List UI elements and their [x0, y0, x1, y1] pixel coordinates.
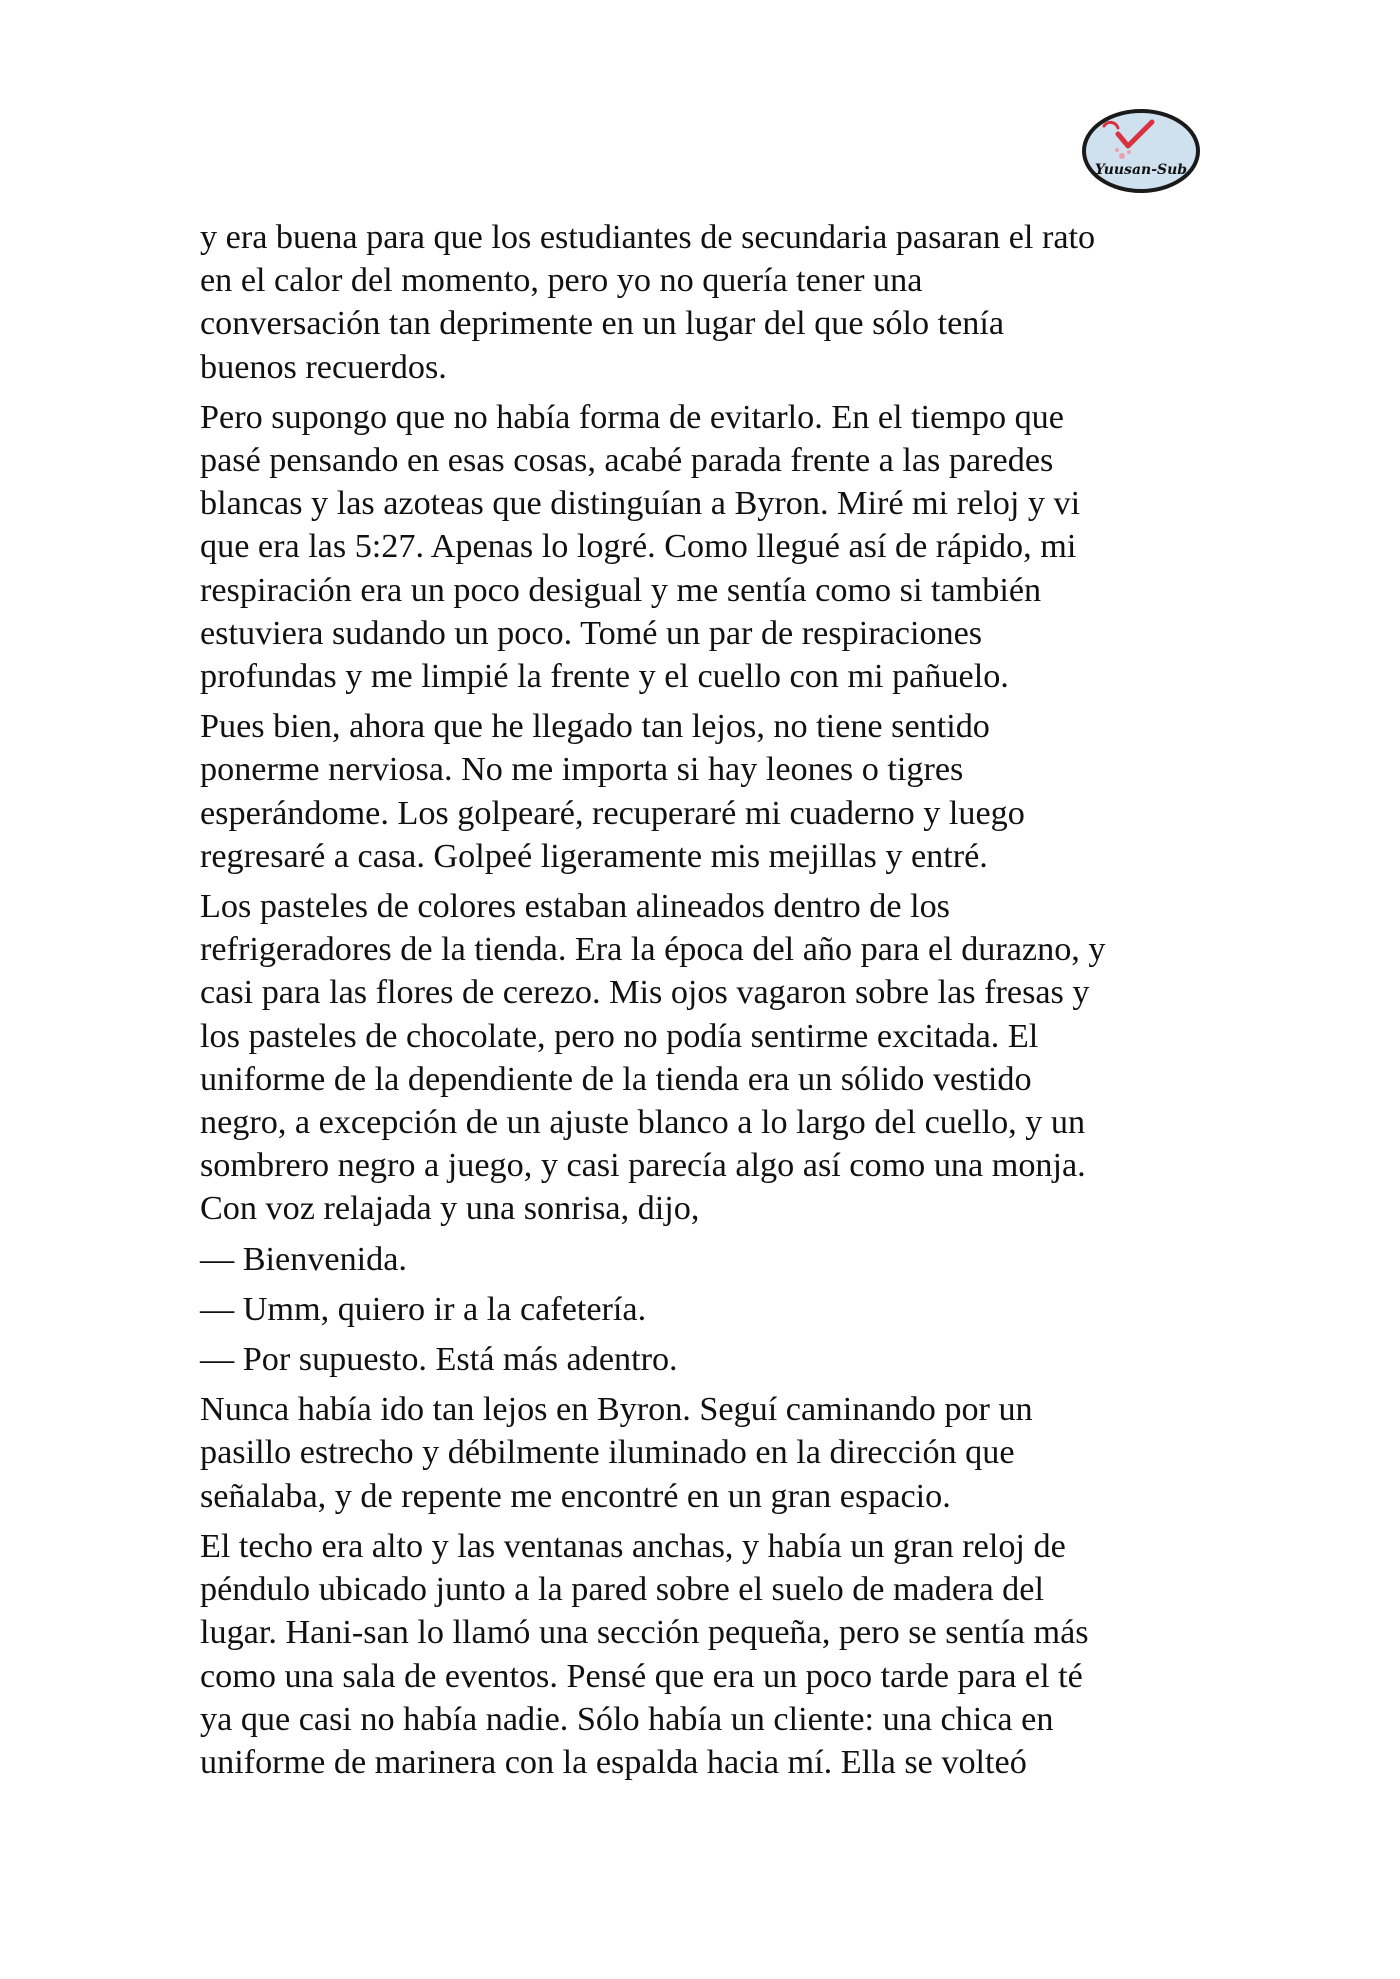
heart-check-logo-icon — [1078, 104, 1204, 196]
paragraph — [200, 1238, 1210, 1281]
paragraph — [200, 396, 1210, 698]
text-line: — Bienvenida. — [200, 1240, 407, 1278]
text-line: conversación tan deprimente en un lugar del que sólo tenía — [200, 305, 1005, 343]
text-line: blancas y las azoteas que distinguían a Byron. Miré mi reloj y vi — [200, 485, 1081, 523]
text-line: Pero supongo que no había forma de evitarlo. En el tiempo que — [200, 398, 1064, 436]
text-line: Nunca había ido tan lejos en Byron. Seguí caminando por un — [200, 1391, 1033, 1429]
text-line: uniforme de la dependiente de la tienda era un sólido vestido — [200, 1060, 1032, 1098]
paragraph — [200, 705, 1210, 878]
text-line: Pues bien, ahora que he llegado tan lejos, no tiene sentido — [200, 708, 990, 746]
text-line: respiración era un poco desigual y me sentía como si también — [200, 571, 1042, 609]
text-line: péndulo ubicado junto a la pared sobre el suelo de madera del — [200, 1571, 1044, 1609]
text-line: como una sala de eventos. Pensé que era un poco tarde para el té — [200, 1657, 1083, 1695]
text-line: regresaré a casa. Golpeé ligeramente mis mejillas y entré. — [200, 837, 988, 875]
text-line: sombrero negro a juego, y casi parecía algo así como una monja. — [200, 1147, 1086, 1185]
text-line: ponerme nerviosa. No me importa si hay leones o tigres — [200, 751, 964, 789]
text-line: lugar. Hani-san lo llamó una sección pequeña, pero se sentía más — [200, 1614, 1089, 1652]
text-line: — Por supuesto. Está más adentro. — [200, 1341, 678, 1379]
paragraph — [200, 1388, 1210, 1518]
text-line: los pasteles de chocolate, pero no podía sentirme excitada. El — [200, 1017, 1039, 1055]
text-line: ya que casi no había nadie. Sólo había un cliente: una chica en — [200, 1700, 1054, 1738]
body-text — [200, 216, 1210, 1791]
text-line: pasé pensando en esas cosas, acabé parada frente a las paredes — [200, 442, 1054, 480]
paragraph — [200, 1525, 1210, 1784]
text-line: Con voz relajada y una sonrisa, dijo, — [200, 1190, 700, 1228]
text-line: profundas y me limpié la frente y el cuello con mi pañuelo. — [200, 658, 1009, 696]
text-line: en el calor del momento, pero yo no quería tener una — [200, 262, 923, 300]
text-line: estuviera sudando un poco. Tomé un par de respiraciones — [200, 614, 983, 652]
text-line: uniforme de marinera con la espalda hacia mí. Ella se volteó — [200, 1743, 1027, 1781]
text-line: negro, a excepción de un ajuste blanco a lo largo del cuello, y un — [200, 1104, 1086, 1142]
text-line: que era las 5:27. Apenas lo logré. Como llegué así de rápido, mi — [200, 528, 1077, 566]
watermark-logo — [1078, 104, 1204, 196]
text-line: casi para las flores de cerezo. Mis ojos vagaron sobre las fresas y — [200, 974, 1090, 1012]
text-line: buenos recuerdos. — [200, 348, 447, 386]
text-line: El techo era alto y las ventanas anchas, y había un gran reloj de — [200, 1527, 1066, 1565]
paragraph — [200, 1338, 1210, 1381]
logo-text: Yuusan-Sub — [1094, 162, 1188, 178]
text-line: — Umm, quiero ir a la cafetería. — [200, 1290, 647, 1328]
paragraph — [200, 885, 1210, 1231]
text-line: esperándome. Los golpearé, recuperaré mi cuaderno y luego — [200, 794, 1025, 832]
paragraph — [200, 216, 1210, 389]
text-line: señalaba, y de repente me encontré en un gran espacio. — [200, 1477, 951, 1515]
text-line: pasillo estrecho y débilmente iluminado en la dirección que — [200, 1434, 1015, 1472]
text-line: Los pasteles de colores estaban alineados dentro de los — [200, 888, 950, 926]
paragraph — [200, 1288, 1210, 1331]
text-line: y era buena para que los estudiantes de secundaria pasaran el rato — [200, 219, 1096, 256]
text-line: refrigeradores de la tienda. Era la época del año para el durazno, y — [200, 931, 1106, 969]
